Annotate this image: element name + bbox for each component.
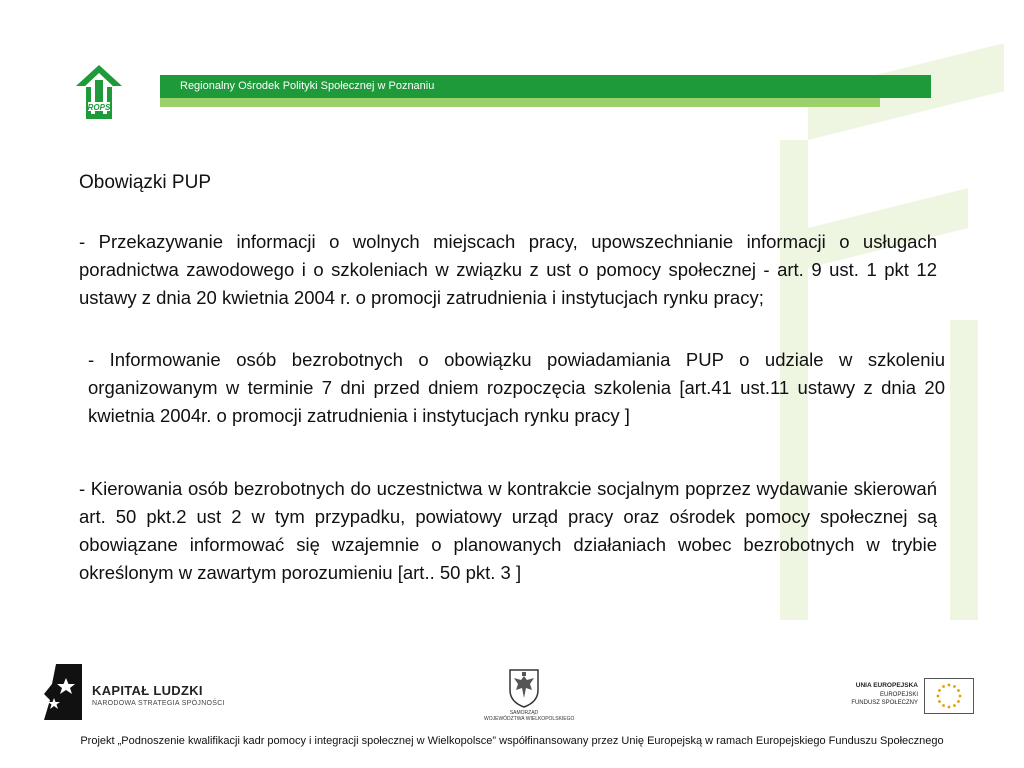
kapital-ludzki-logo-icon (42, 664, 84, 720)
paragraph-1: - Przekazywanie informacji o wolnych miejscach pracy, upowszechnianie informacji o usługach poradnictwa zawodowego i o szkoleniach w związku z ust o pomocy społecznej - art. 9 ust. 1 pkt 12 ustawy z dnia 20 kwietnia 2004 r. o promocji zatrudnienia i instytucjach rynku pracy; (79, 231, 937, 308)
eu-label-3: FUNDUSZ SPOŁECZNY (851, 700, 918, 706)
page-title: Obowiązki PUP (79, 172, 211, 193)
project-footer-text: Projekt „Podnoszenie kwalifikacji kadr pomocy i integracji społecznej w Wielkopolsce” współfinansowany przez Unię Europejską w ramach Europejskiego Funduszu Społecznego (80, 735, 944, 747)
rops-logo-icon (74, 64, 124, 120)
header-title: Regionalny Ośrodek Polityki Społecznej w Poznaniu (180, 80, 435, 92)
samorzad-logo (484, 668, 575, 724)
paragraph-2: - Informowanie osób bezrobotnych o obowiązku powiadamiania PUP o udziale w szkoleniu organizowanym w terminie 7 dni przed dniem rozpoczęcia szkolenia [art.41 ust.11 ustawy z dnia 20 kwietnia 2004r. o promocji zatrudnienia i instytucjach rynku pracy ] (88, 349, 945, 426)
kapital-ludzki-logo (42, 664, 232, 720)
samorzad-sublabel: WOJEWÓDZTWA WIELKOPOLSKIEGO (484, 716, 575, 722)
logo-text: ROPS (87, 103, 111, 112)
kapital-ludzki-subtitle: NARODOWA STRATEGIA SPÓJNOŚCI (92, 700, 225, 707)
header-bar (160, 75, 931, 98)
paragraph-3: - Kierowania osób bezrobotnych do uczestnictwa w kontrakcie socjalnym poprzez wydawanie skierowań art. 50 pkt.2 ust 2 w tym przypadku, powiatowy urząd pracy oraz ośrodek pomocy społecznej są obowiązane informować się wzajemnie o planowanych działaniach wobec bezrobotnych w trybie określonym w zawartym porozumieniu [art.. 50 pkt. 3 ] (79, 478, 937, 583)
header-accent-bar (160, 98, 880, 107)
eu-logo (846, 676, 976, 716)
eu-label-1: UNIA EUROPEJSKA (855, 682, 918, 689)
eu-label-2: EUROPEJSKI (879, 692, 918, 698)
background-shape (950, 320, 978, 620)
kapital-ludzki-title: KAPITAŁ LUDZKI (92, 683, 203, 698)
eu-flag-icon (924, 678, 974, 714)
eagle-emblem-icon (508, 668, 540, 708)
samorzad-label: SAMORZĄD (509, 710, 539, 716)
